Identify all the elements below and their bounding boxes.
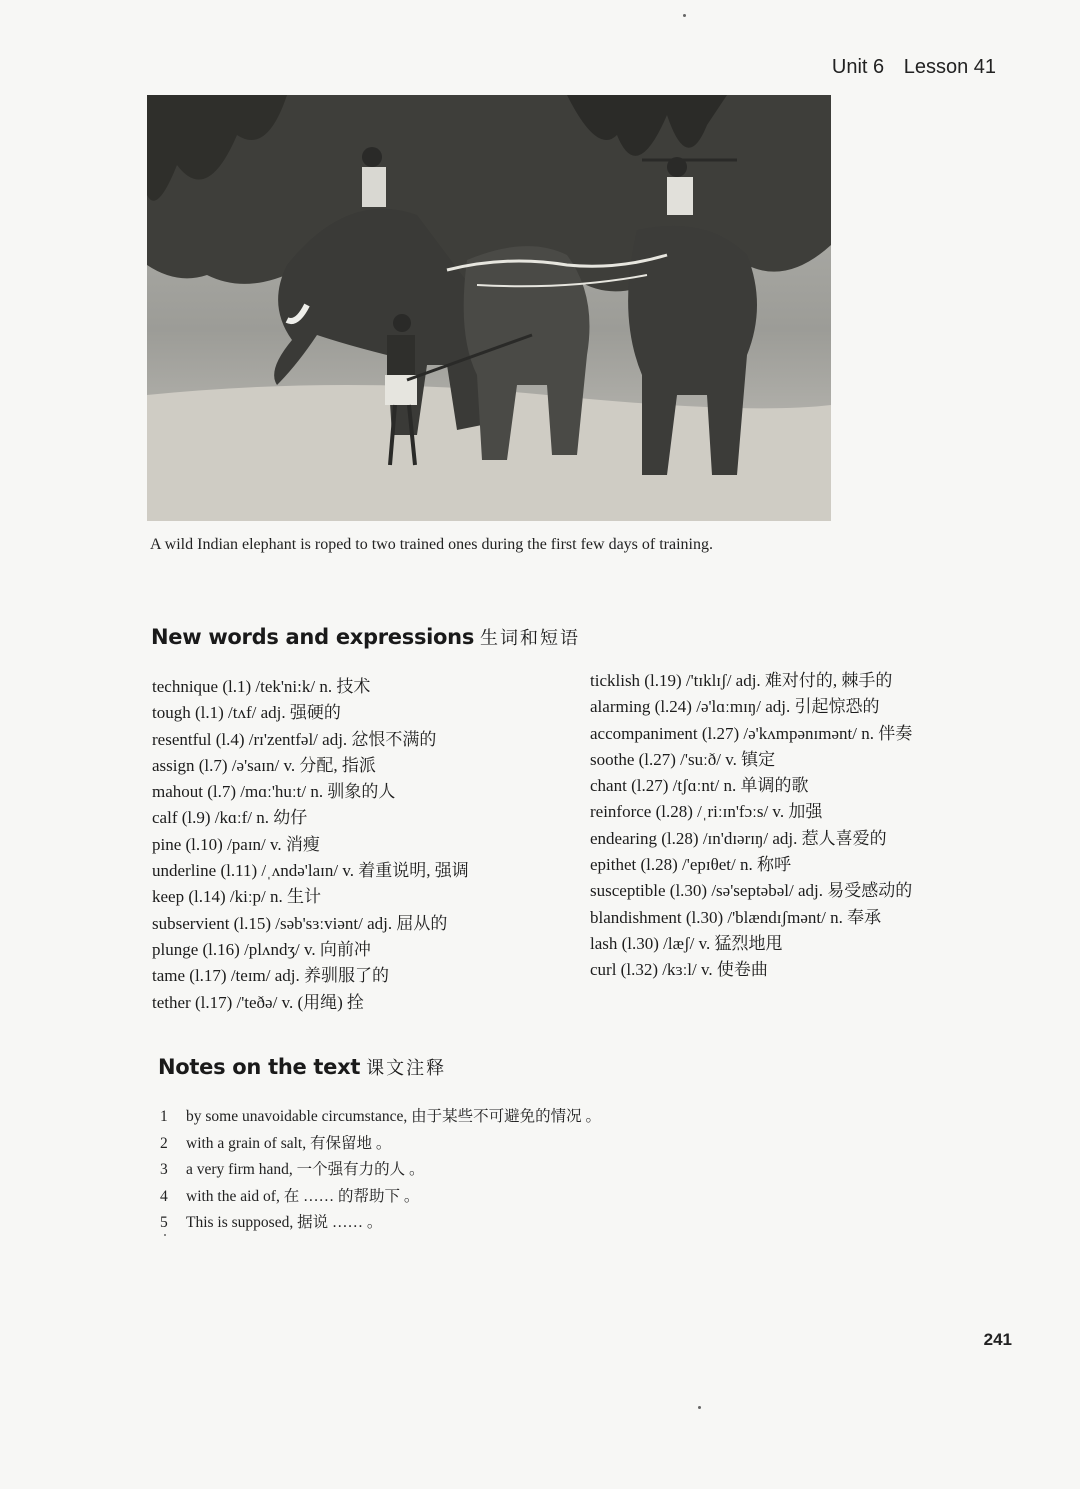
new-words-title: New words and expressions [151, 625, 475, 649]
note-item [160, 1157, 601, 1184]
unit-label: Unit 6 [831, 56, 885, 78]
vocab-entry: mahout (l.7) /mɑː'huːt/ n. 驯象的人 [152, 782, 396, 802]
vocab-entry: calf (l.9) /kɑːf/ n. 幼仔 [152, 808, 308, 828]
scan-speck [164, 1234, 166, 1236]
vocab-entry: chant (l.27) /tʃɑːnt/ n. 单调的歌 [590, 776, 809, 796]
notes-list [160, 1104, 601, 1237]
note-number: 2 [160, 1134, 168, 1152]
note-text: by some unavoidable circumstance, 由于某些不可避免的情况 。 [186, 1108, 601, 1125]
lesson-label: Lesson 41 [903, 56, 996, 78]
vocab-entry: endearing (l.28) /ɪn'dɪərɪŋ/ adj. 惹人喜爱的 [590, 828, 887, 848]
elephant-illustration [147, 95, 831, 521]
vocab-column-left [152, 674, 469, 1016]
note-text: This is supposed, 据说 …… 。 [186, 1214, 383, 1231]
vocab-entry: technique (l.1) /tek'ni:k/ n. 技术 [152, 677, 371, 696]
vocab-entry: blandishment (l.30) /'blændɪʃmənt/ n. 奉承 [590, 907, 882, 927]
vocab-entry: susceptible (l.30) /sə'septəbəl/ adj. 易受感动的 [590, 881, 913, 901]
vocab-entry: tame (l.17) /teɪm/ adj. 养驯服了的 [152, 966, 390, 986]
notes-heading [158, 1054, 446, 1080]
note-text: a very firm hand, 一个强有力的人 。 [186, 1161, 425, 1178]
scan-speck [698, 1406, 701, 1409]
vocab-entry: keep (l.14) /kiːp/ n. 生计 [152, 887, 322, 907]
note-number: 5 [160, 1214, 168, 1231]
vocab-column-right [590, 668, 912, 984]
vocab-entry: ticklish (l.19) /'tɪklɪʃ/ adj. 难对付的, 棘手的 [590, 671, 893, 690]
note-item [160, 1210, 601, 1237]
vocab-entry: soothe (l.27) /'suːð/ v. 镇定 [590, 749, 776, 769]
vocab-entry: reinforce (l.28) /ˌriːɪn'fɔːs/ v. 加强 [590, 802, 823, 822]
vocab-entry: accompaniment (l.27) /ə'kʌmpənɪmənt/ n. 伴奏 [590, 723, 913, 743]
notes-title: Notes on the text [158, 1055, 361, 1079]
notes-title-cn: 课文注释 [366, 1058, 447, 1079]
vocab-entry: curl (l.32) /kɜːl/ v. 使卷曲 [590, 960, 768, 980]
vocab-entry: subservient (l.15) /səb'sɜːviənt/ adj. 屈从的 [152, 913, 448, 933]
photo-caption: A wild Indian elephant is roped to two trained ones during the first few days of training. [150, 536, 713, 553]
page-header [818, 56, 996, 79]
scan-speck [683, 14, 686, 17]
note-item [160, 1131, 601, 1158]
new-words-title-cn: 生词和短语 [480, 628, 581, 649]
vocab-entry: underline (l.11) /ˌʌndə'laɪn/ v. 着重说明, 强调 [152, 861, 469, 881]
vocab-entry: epithet (l.28) /'epɪθet/ n. 称呼 [590, 855, 791, 875]
new-words-heading [151, 624, 580, 650]
page-number: 241 [983, 1330, 1012, 1349]
note-item [160, 1184, 601, 1211]
note-text: with a grain of salt, 有保留地 。 [186, 1134, 392, 1152]
note-text: with the aid of, 在 …… 的帮助下 。 [186, 1187, 420, 1205]
note-number: 1 [160, 1108, 168, 1125]
note-number: 4 [160, 1187, 168, 1205]
vocab-entry: alarming (l.24) /ə'lɑːmɪŋ/ adj. 引起惊恐的 [590, 697, 880, 717]
vocab-entry: plunge (l.16) /plʌndʒ/ v. 向前冲 [152, 939, 371, 959]
vocab-entry: tether (l.17) /'teðə/ v. (用绳) 拴 [152, 992, 365, 1012]
vocab-entry: lash (l.30) /læʃ/ v. 猛烈地甩 [590, 933, 783, 953]
elephant-photo [147, 95, 831, 521]
vocab-entry: pine (l.10) /paɪn/ v. 消瘦 [152, 834, 320, 854]
vocab-entry: resentful (l.4) /rɪ'zentfəl/ adj. 忿恨不满的 [152, 729, 437, 749]
note-number: 3 [160, 1161, 168, 1178]
vocab-entry: tough (l.1) /tʌf/ adj. 强硬的 [152, 703, 341, 723]
note-item [160, 1104, 601, 1131]
vocab-entry: assign (l.7) /ə'saɪn/ v. 分配, 指派 [152, 755, 376, 775]
